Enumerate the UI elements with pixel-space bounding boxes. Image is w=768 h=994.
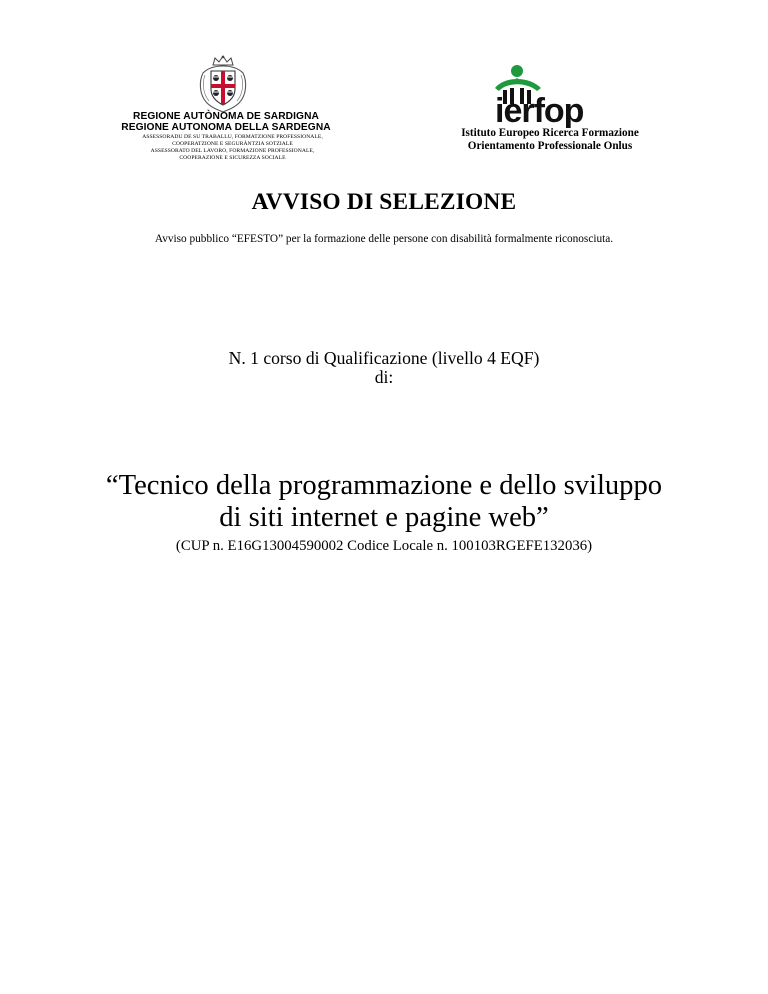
institute-name-line1: Istituto Europeo Ricerca Formazione — [461, 127, 639, 139]
department-line: ASSESSORATO DEL LAVORO, FORMAZIONE PROFESSIONALE, — [150, 147, 315, 154]
page-title: AVVISO DI SELEZIONE — [251, 189, 517, 215]
ierfop-logo-icon — [493, 64, 605, 128]
course-title-line1: “Tecnico della programmazione e dello sviluppo — [105, 470, 663, 501]
department-line: ASSESSORADU DE SU TRABALLU, FORMATZIONE PROFESSIONALE, — [142, 133, 323, 140]
logo-text: ierfop — [495, 92, 584, 128]
cup-code-line: (CUP n. E16G13004590002 Codice Locale n. 100103RGEFE132036) — [175, 538, 593, 554]
region-name-italian: REGIONE AUTONOMA DELLA SARDEGNA — [121, 122, 331, 133]
coat-of-arms-icon — [197, 55, 249, 113]
course-count-line: N. 1 corso di Qualificazione (livello 4 EQF) — [228, 348, 540, 368]
department-line: COOPERAZIONE E SICUREZZA SOCIALE — [179, 154, 286, 161]
course-di-line: di: — [374, 367, 394, 387]
department-line: COOPERATZIONE E SEGURÀNTZIA SOTZIALE — [172, 140, 293, 147]
notice-description: Avviso pubblico “EFESTO” per la formazione delle persone con disabilità formalmente riconosciuta. — [154, 233, 614, 245]
institute-name-line2: Orientamento Professionale Onlus — [467, 140, 633, 152]
course-title-line2: di siti internet e pagine web” — [219, 502, 549, 533]
region-name-sardo: REGIONE AUTÒNOMA DE SARDIGNA — [133, 111, 319, 122]
